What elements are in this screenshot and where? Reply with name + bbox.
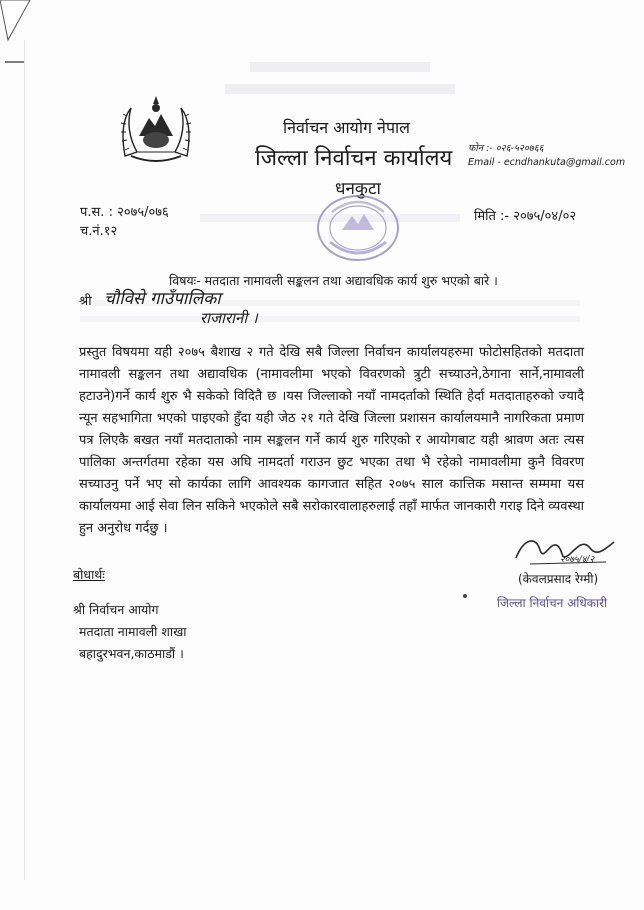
signature-date: २०७५/४/२ [560, 555, 595, 565]
dispatch-number: च.नं.१२ [80, 224, 118, 239]
email-address: Email - ecndhankuta@gmail.com [468, 157, 626, 168]
fiscal-year-ref: प.स. : २०७५/०७६ [80, 205, 169, 220]
ink-dot [463, 594, 467, 598]
bleed-through-text [225, 84, 455, 94]
office-seal-stamp [312, 190, 404, 266]
letter-date: मिति :- २०७५/०४/०२ [474, 209, 577, 224]
cc-line: श्री निर्वाचन आयोग [73, 602, 159, 617]
signatory-name: (केवलप्रसाद रेग्मी) [518, 572, 599, 586]
letter-body: प्रस्तुत विषयमा यही २०७५ बैशाख २ गते देखि सबै जिल्ला निर्वाचन कार्यालयहरुमा फोटोसहितको मतदाता नामावली सङ्कलन तथा अद्यावधिक (नामावलीमा भएको विवरणको त्रुटी सच्याउने,ठेगाना सार्ने,नामावली हटाउने)गर्ने कार्य शुरु भै सकेको विदितै छ ।यस जिल्लाको नयाँ नामदर्ताको स्थिति हेर्दा मतदाताहरुको ज्यादै न्यून सहभागिता भएको पाइएको हुँदा यही जेठ २१ गते देखि जिल्ला प्रशासन कार्यालयमानै नागरिकता प्रमाण पत्र लिएकै बखत नयाँ मतदाताको नाम सङ्कलन गर्ने कार्य शुरु गरिएको र आयोगबाट यही श्रावण अतः त्यस पालिका अन्तर्गतमा रहेका यस अघि नामदर्ता गराउन छुट भएका तथा भै रहेको नामावलीमा कुनै विवरण सच्याउनु पर्ने भए सो कार्यका लागि आवश्यक कागजात सहित २०७५ साल कात्तिक मसान्त सम्ममा यस कार्यालयमा आई सेवा लिन सकिने भएकोले सबै सरोकारवालाहरुलाई तहाँ मार्फत जानकारी गराइ दिने व्यवस्था हुन अनुरोध गर्दछु । [79, 345, 584, 536]
bleed-through-text [80, 316, 580, 322]
cc-line: बहादुरभवन,काठमाडौं । [79, 646, 184, 661]
recipient-prefix: श्री [79, 294, 92, 309]
subject-line: विषयः- मतदाता नामावली सङ्कलन तथा अद्यावधिक कार्य शुरु भएको बारे । [169, 273, 498, 288]
org-name-line2: जिल्ला निर्वाचन कार्यालय [255, 146, 453, 171]
org-district: धनकुटा [335, 179, 381, 199]
nepal-emblem-icon [117, 94, 195, 166]
page-edge [24, 40, 25, 880]
recipient-name-handwritten: चौविसे गाउँपालिका [104, 289, 221, 309]
cc-line: मतदाता नामावली शाखा [79, 624, 187, 639]
bleed-through-text [250, 62, 430, 72]
signatory-designation-stamp: जिल्ला निर्वाचन अधिकारी [497, 596, 608, 610]
phone-number: फोन :- ०२६-५२०७६६ [468, 143, 544, 154]
cc-heading: बोधार्थः [73, 567, 105, 582]
recipient-place-handwritten: राजारानी । [200, 309, 258, 327]
scan-corner-mark [0, 0, 40, 70]
org-name-line1: निर्वाचन आयोग नेपाल [283, 118, 411, 137]
